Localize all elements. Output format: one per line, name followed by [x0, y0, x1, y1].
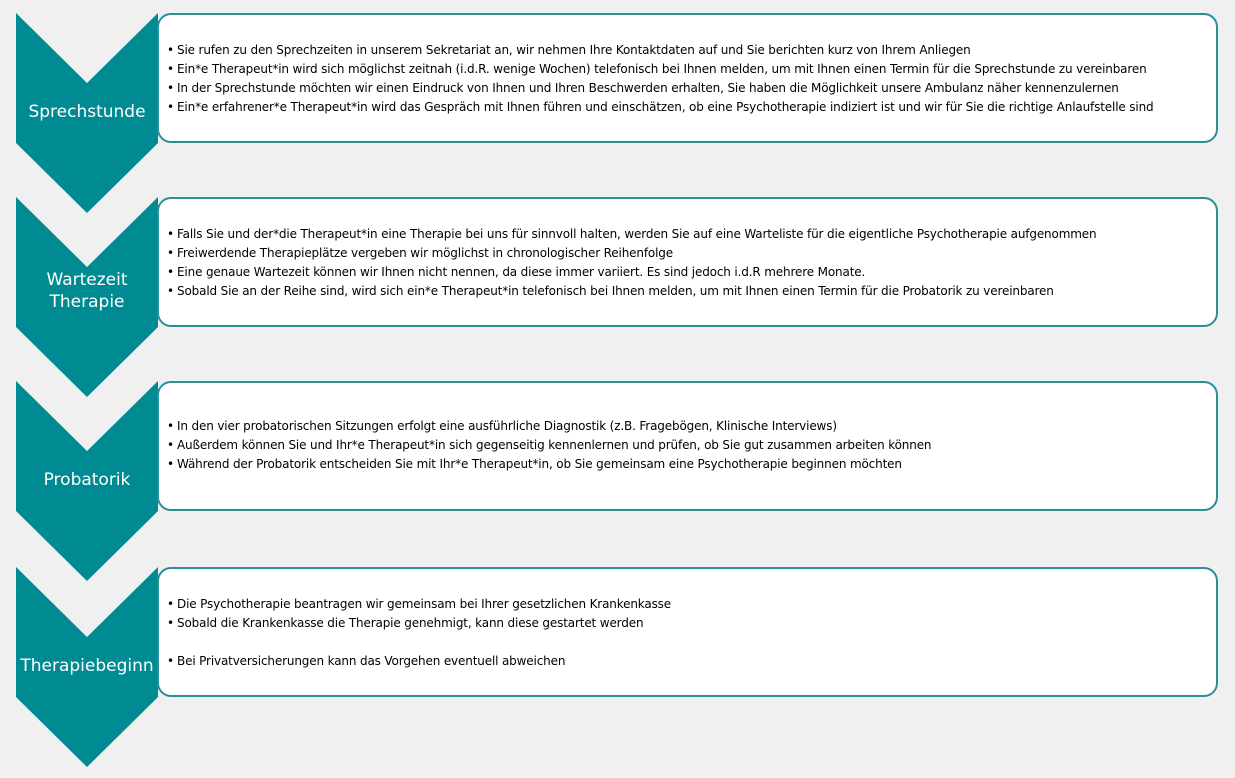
bullet-item: [167, 41, 1208, 60]
step-label-line: Sprechstunde: [28, 102, 146, 122]
step-label: [16, 655, 158, 677]
bullet-item: [167, 436, 1208, 455]
bullet-text: Freiwerdende Therapieplätze vergeben wir möglichst in chronologischer Reihenfolge: [177, 246, 674, 260]
bullet-list: [167, 225, 1208, 301]
bullet-dot-icon: •: [167, 62, 174, 76]
step-description-box: [157, 197, 1218, 327]
step-label-line: Therapiebeginn: [20, 656, 154, 676]
bullet-dot-icon: •: [167, 438, 174, 452]
bullet-text: Sobald Sie an der Reihe sind, wird sich ein*e Therapeut*in telefonisch bei Ihnen melden, um mit Ihnen einen Termin für die Probatorik zu vereinbaren: [177, 284, 1054, 298]
process-step: [0, 567, 1235, 767]
bullet-dot-icon: •: [167, 246, 174, 260]
step-label: [16, 469, 158, 491]
bullet-dot-icon: •: [167, 227, 174, 241]
bullet-dot-icon: •: [167, 654, 174, 668]
bullet-dot-icon: •: [167, 597, 174, 611]
bullet-text: Ein*e erfahrener*e Therapeut*in wird das Gespräch mit Ihnen führen und einschätzen, ob eine Psychotherapie indiziert ist und wir für Sie die richtige Anlaufstelle sind: [177, 100, 1154, 114]
bullet-dot-icon: •: [167, 284, 174, 298]
step-description-box: [157, 567, 1218, 697]
step-chevron: [16, 13, 158, 213]
process-step: [0, 197, 1235, 397]
bullet-dot-icon: •: [167, 100, 174, 114]
bullet-text: In den vier probatorischen Sitzungen erfolgt eine ausführliche Diagnostik (z.B. Fragebögen, Klinische Interviews): [177, 419, 837, 433]
bullet-item: [167, 417, 1208, 436]
bullet-item: [167, 595, 1208, 614]
bullet-text: Eine genaue Wartezeit können wir Ihnen nicht nennen, da diese immer variiert. Es sind jedoch i.d.R mehrere Monate.: [177, 265, 866, 279]
step-chevron: [16, 381, 158, 581]
bullet-spacer: [167, 633, 1208, 652]
bullet-dot-icon: •: [167, 419, 174, 433]
bullet-dot-icon: •: [167, 43, 174, 57]
bullet-item: [167, 614, 1208, 633]
step-chevron: [16, 567, 158, 767]
bullet-text: Bei Privatversicherungen kann das Vorgehen eventuell abweichen: [177, 654, 566, 668]
bullet-item: [167, 263, 1208, 282]
bullet-item: [167, 98, 1208, 117]
bullet-text: Die Psychotherapie beantragen wir gemeinsam bei Ihrer gesetzlichen Krankenkasse: [177, 597, 672, 611]
bullet-list: [167, 417, 1208, 474]
process-step: [0, 381, 1235, 581]
bullet-item: [167, 652, 1208, 671]
step-description-box: [157, 381, 1218, 511]
step-chevron: [16, 197, 158, 397]
bullet-text: Ein*e Therapeut*in wird sich möglichst zeitnah (i.d.R. wenige Wochen) telefonisch bei Ihnen melden, um mit Ihnen einen Termin für die Sprechstunde zu vereinbaren: [177, 62, 1147, 76]
bullet-item: [167, 225, 1208, 244]
step-label-line: Wartezeit: [46, 270, 128, 290]
bullet-text: Falls Sie und der*die Therapeut*in eine Therapie bei uns für sinnvoll halten, werden Sie auf eine Warteliste für die eigentliche Psychotherapie aufgenommen: [177, 227, 1097, 241]
bullet-item: [167, 455, 1208, 474]
bullet-item: [167, 79, 1208, 98]
bullet-list: [167, 595, 1208, 671]
bullet-text: Sobald die Krankenkasse die Therapie genehmigt, kann diese gestartet werden: [177, 616, 644, 630]
bullet-item: [167, 60, 1208, 79]
process-step: [0, 13, 1235, 213]
step-description-box: [157, 13, 1218, 143]
step-label: [16, 269, 158, 313]
bullet-item: [167, 244, 1208, 263]
step-label: [16, 101, 158, 123]
bullet-item: [167, 282, 1208, 301]
bullet-text: Außerdem können Sie und Ihr*e Therapeut*in sich gegenseitig kennenlernen und prüfen, ob Sie gut zusammen arbeiten können: [177, 438, 932, 452]
bullet-list: [167, 41, 1208, 117]
bullet-dot-icon: •: [167, 81, 174, 95]
step-label-line: Probatorik: [43, 470, 131, 490]
bullet-text: In der Sprechstunde möchten wir einen Eindruck von Ihnen und Ihren Beschwerden erhalten, Sie haben die Möglichkeit unsere Ambulanz näher kennenzulernen: [177, 81, 1119, 95]
step-label-line: Therapie: [49, 292, 125, 312]
bullet-dot-icon: •: [167, 457, 174, 471]
bullet-dot-icon: •: [167, 616, 174, 630]
bullet-text: Während der Probatorik entscheiden Sie mit Ihr*e Therapeut*in, ob Sie gemeinsam eine Psychotherapie beginnen möchten: [177, 457, 902, 471]
bullet-text: Sie rufen zu den Sprechzeiten in unserem Sekretariat an, wir nehmen Ihre Kontaktdaten auf und Sie berichten kurz von Ihrem Anliegen: [177, 43, 971, 57]
bullet-dot-icon: •: [167, 265, 174, 279]
